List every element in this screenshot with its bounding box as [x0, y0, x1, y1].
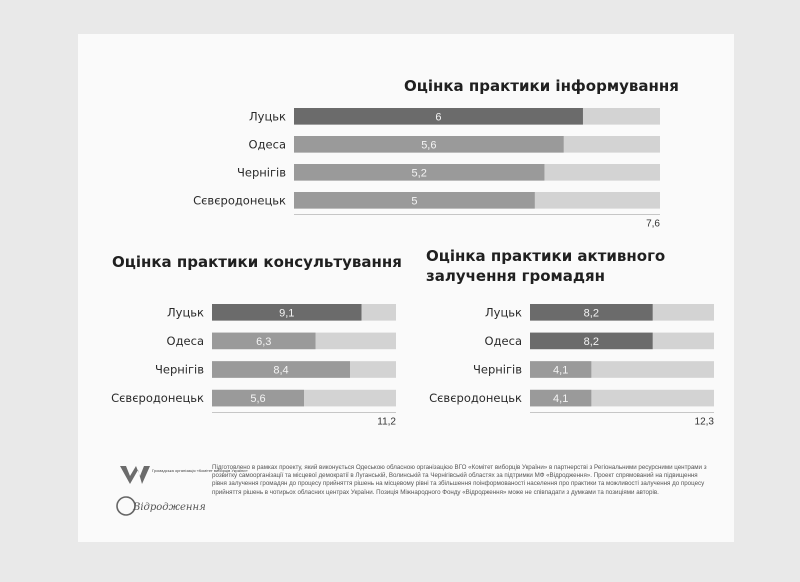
renaissance-foundation-logo	[117, 497, 206, 515]
footer	[112, 462, 712, 526]
bar-value-label: 4,1	[553, 364, 569, 377]
chart-title: Оцінка практики консультування	[112, 253, 402, 271]
bar-value-label: 5,6	[421, 139, 437, 152]
category-label: Чернігів	[155, 362, 204, 377]
axis-max-label: 11,2	[377, 416, 396, 428]
sponsor-logos	[112, 462, 248, 526]
chart-active-involvement	[414, 246, 726, 428]
bar-value-label: 5	[411, 195, 418, 208]
renaissance-logo-text: Відродження	[133, 502, 206, 513]
footer-text: Підготовлено в рамках проекту, який виконується Одеською обласною організацією ВГО «Комітет виборців України» в партнерстві з Регіональними ресурсними центрами з розвитку самоорганізації та місцевої демократії в Луганській, Волинській та Чернігівській областях за підтримки МФ «Відродження». Проект спрямований на підвищення рівня залучення громадян до процесу прийняття рішень на місцевому рівні та збільшення поінформованості населення про практики та можливості залучення до процесу прийняття рішень в чотирьох обласних центрах України. Позиція Міжнародного Фонду «Відродження» може не співпадати з думками та позиціями авторів.	[212, 464, 707, 496]
axis-max-label: 7,6	[646, 218, 660, 230]
category-label: Одеса	[248, 137, 286, 152]
category-label: Сєвєродонецьк	[111, 391, 204, 406]
category-label: Луцьк	[248, 109, 286, 124]
category-label: Сєвєродонецьк	[193, 193, 286, 208]
bar-value-label: 5,6	[250, 393, 266, 406]
bar-value-label: 9,1	[279, 307, 295, 320]
bar-value-label: 8,2	[583, 335, 599, 348]
chart-title: Оцінка практики активного залучення громадян	[426, 247, 666, 285]
chart-title: Оцінка практики інформування	[404, 77, 679, 95]
category-label: Сєвєродонецьк	[429, 391, 522, 406]
bar-value-label: 6,3	[256, 335, 272, 348]
chart-plot	[414, 292, 726, 428]
bar-value-label: 6	[435, 111, 442, 124]
voters-committee-logo-text: Громадська організація «Комітет виборців України»	[152, 468, 248, 473]
bar-value-label: 5,2	[411, 167, 427, 180]
category-label: Одеса	[166, 333, 204, 348]
chart-plot	[104, 292, 414, 428]
category-label: Чернігів	[473, 362, 522, 377]
bar-value-label: 8,2	[583, 307, 599, 320]
bar-value-label: 4,1	[553, 393, 569, 406]
chart-informing	[188, 76, 708, 230]
category-label: Чернігів	[237, 165, 286, 180]
category-label: Одеса	[484, 333, 522, 348]
chart-consulting	[104, 246, 414, 428]
axis-max-label: 12,3	[694, 416, 714, 428]
bar-value-label: 8,4	[273, 364, 289, 377]
category-label: Луцьк	[166, 305, 204, 320]
category-label: Луцьк	[484, 305, 522, 320]
chart-plot	[188, 104, 708, 230]
